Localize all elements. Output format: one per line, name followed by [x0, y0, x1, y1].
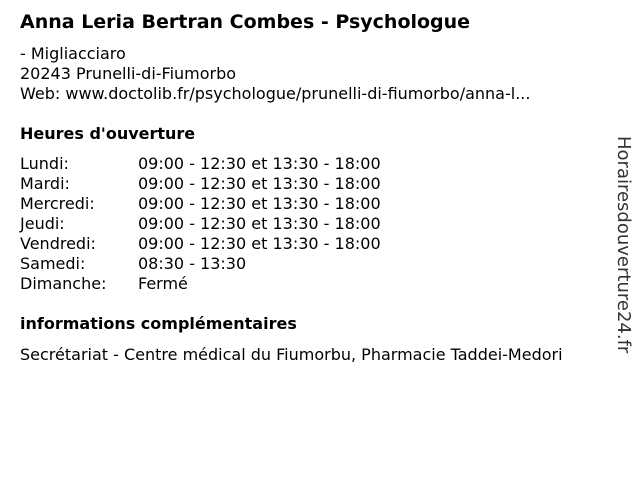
hours-time: 09:00 - 12:30 et 13:30 - 18:00 [138, 214, 381, 233]
hours-day: Samedi: [20, 254, 86, 273]
additional-info-text: Secrétariat - Centre médical du Fiumorbu, Pharmacie Taddei-Medori [20, 345, 563, 364]
hours-time: 09:00 - 12:30 et 13:30 - 18:00 [138, 194, 381, 213]
hours-time: 09:00 - 12:30 et 13:30 - 18:00 [138, 154, 381, 173]
address-line-street: - Migliacciaro [20, 44, 126, 63]
hours-time: 09:00 - 12:30 et 13:30 - 18:00 [138, 174, 381, 193]
hours-day: Dimanche: [20, 274, 107, 293]
site-watermark: Horairesdouverture24.fr [613, 136, 634, 354]
hours-time: 09:00 - 12:30 et 13:30 - 18:00 [138, 234, 381, 253]
hours-day: Vendredi: [20, 234, 96, 253]
address-block [20, 44, 530, 104]
hours-day: Lundi: [20, 154, 69, 173]
hours-day: Jeudi: [20, 214, 65, 233]
page-title: Anna Leria Bertran Combes - Psychologue [20, 11, 471, 33]
additional-info-heading: informations complémentaires [20, 314, 297, 333]
hours-day: Mardi: [20, 174, 70, 193]
address-line-city: 20243 Prunelli-di-Fiumorbo [20, 64, 237, 83]
hours-time: 08:30 - 13:30 [138, 254, 247, 273]
hours-time: Fermé [138, 274, 188, 293]
website-link[interactable]: Web: www.doctolib.fr/psychologue/prunelli-di-fiumorbo/anna-l... [20, 84, 531, 103]
opening-hours-heading: Heures d'ouverture [20, 124, 196, 143]
hours-day: Mercredi: [20, 194, 95, 213]
